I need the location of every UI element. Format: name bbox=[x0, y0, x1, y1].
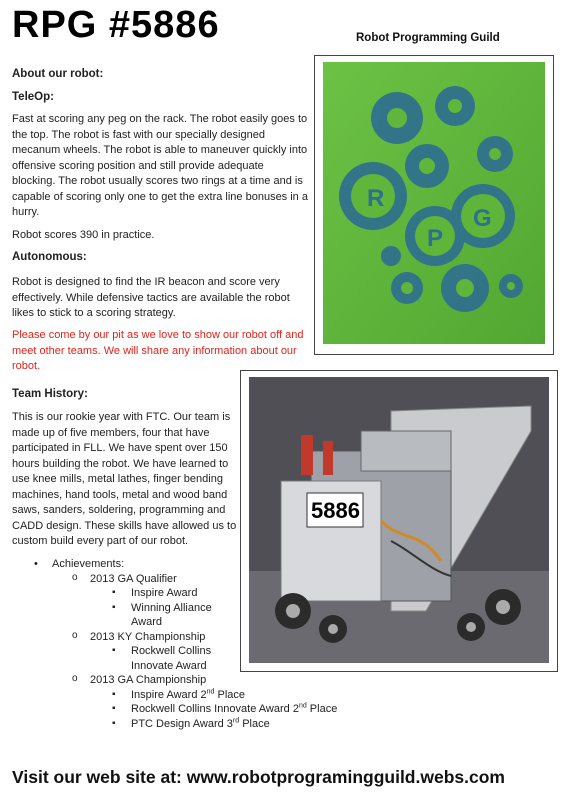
ordinal-suffix: nd bbox=[298, 702, 307, 710]
award-place: Place bbox=[239, 717, 270, 730]
autonomous-text: Robot is designed to find the IR beacon and score very effectively. While defensive tactics are available the robot likes to stick to a scoring strategy. bbox=[12, 276, 290, 319]
logo-letter-p: P bbox=[427, 225, 444, 252]
robot-number: 5886 bbox=[311, 498, 360, 523]
award-text: Inspire Award 2 bbox=[131, 688, 207, 701]
event-ky-championship: o 2013 KY Championship bbox=[34, 630, 337, 645]
award-place: Place bbox=[306, 703, 338, 715]
award-rockwell-innovate-text: Rockwell Collins Innovate Award bbox=[131, 645, 212, 672]
website-footer: Visit our web site at: www.robotprogramingguild.webs.com bbox=[12, 767, 505, 787]
achievements-label: • Achievements: bbox=[34, 557, 337, 572]
logo-letter-g: G bbox=[473, 205, 492, 232]
award-ptc-design-3rd bbox=[34, 717, 337, 732]
award-rockwell-2nd bbox=[34, 702, 337, 717]
logo-letter-r: R bbox=[367, 185, 385, 212]
teleop-text: Fast at scoring any peg on the rack. The robot easily goes to the top. The robot is fast with our specially designed mecanum wheels. The robot is able to maneuver quickly into offensive scoring position and still provide adequate blocking. The robot usually scores two rings at a time and is capable of scoring only one to get the extra line bonuses in a hurry. bbox=[12, 113, 308, 218]
about-heading: About our robot: bbox=[12, 68, 104, 80]
ordinal-suffix: rd bbox=[232, 716, 240, 724]
practice-score-text: Robot scores 390 in practice. bbox=[12, 229, 155, 241]
team-history-heading: Team History: bbox=[12, 388, 88, 400]
award-text: Rockwell Collins Innovate Award 2 bbox=[131, 703, 299, 715]
event-ga-championship: o 2013 GA Championship bbox=[34, 673, 337, 688]
event-ga-qualifier: o 2013 GA Qualifier bbox=[34, 572, 337, 587]
autonomous-heading: Autonomous: bbox=[12, 251, 87, 263]
award-winning-alliance bbox=[34, 601, 231, 630]
award-rockwell-innovate bbox=[34, 644, 231, 673]
invite-text: Please come by our pit as we love to show our robot off and meet other teams. We will share any information about our robot. bbox=[12, 329, 304, 372]
guild-name: Robot Programming Guild bbox=[356, 32, 500, 44]
award-winning-alliance-text: Winning Alliance Award bbox=[131, 601, 212, 628]
team-history-text: This is our rookie year with FTC. Our team is made up of five members, four that have participated in FLL. We have spent over 150 hours building the robot. We have learned to use knee mills, metal lathes, finger bending machines, hand tools, metal and wood band saws, sanders, soldering, programming and CADD design. These skills have allowed us to custom build every part of our robot. bbox=[12, 411, 237, 547]
award-inspire: ▪ Inspire Award bbox=[34, 586, 337, 601]
achievements-list bbox=[34, 557, 337, 731]
ordinal-suffix: nd bbox=[206, 687, 215, 695]
award-place: Place bbox=[214, 688, 245, 701]
logo-shirt-photo bbox=[314, 55, 554, 355]
teleop-heading: TeleOp: bbox=[12, 91, 54, 103]
gears-logo-image bbox=[315, 56, 553, 354]
award-text: PTC Design Award 3 bbox=[131, 717, 233, 730]
award-inspire-2nd bbox=[34, 688, 337, 703]
page-title: RPG #5886 bbox=[12, 4, 220, 46]
